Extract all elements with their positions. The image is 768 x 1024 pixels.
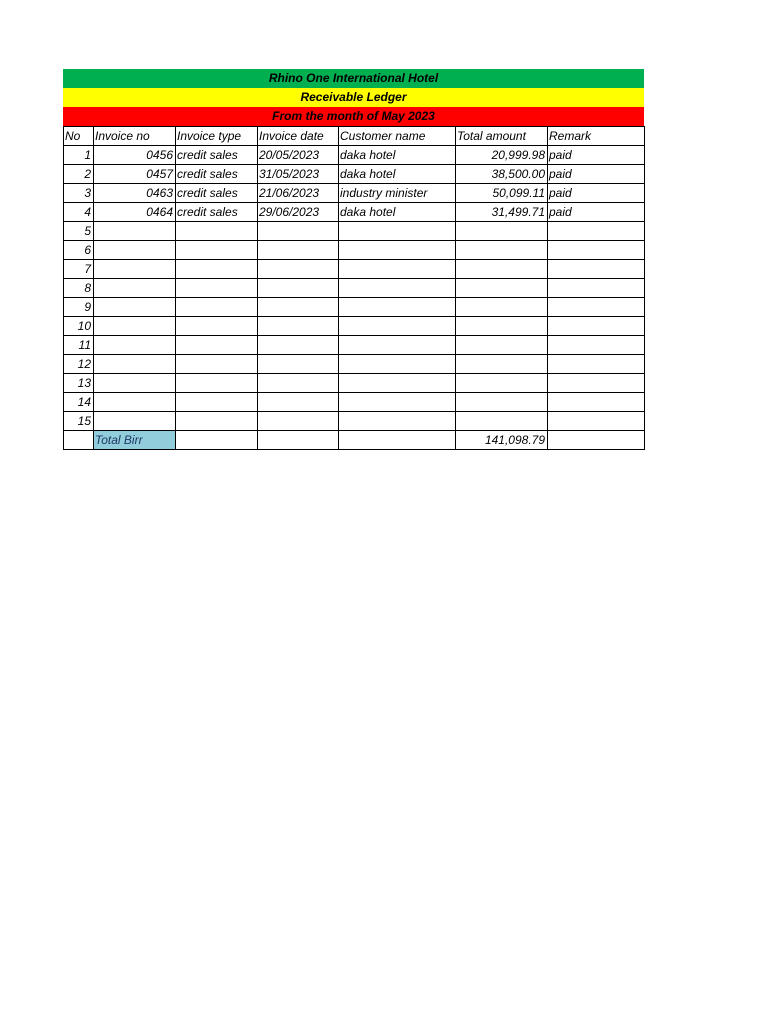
- period-band: From the month of May 2023: [63, 107, 644, 126]
- invoice-date-cell: 29/06/2023: [258, 203, 339, 222]
- remark-cell: [548, 317, 645, 336]
- total-no-cell: [64, 431, 94, 450]
- ledger-body: [64, 146, 645, 431]
- remark-cell: [548, 355, 645, 374]
- remark-cell: [548, 393, 645, 412]
- total-empty-cell: [258, 431, 339, 450]
- remark-cell: [548, 279, 645, 298]
- customer-name-cell: daka hotel: [339, 146, 456, 165]
- total-empty-cell: [548, 431, 645, 450]
- customer-name-cell: daka hotel: [339, 203, 456, 222]
- row-no: 4: [64, 203, 94, 222]
- invoice-no-cell: [94, 374, 176, 393]
- total-amount-cell: 38,500.00: [456, 165, 548, 184]
- invoice-date-cell: [258, 393, 339, 412]
- customer-name-cell: [339, 412, 456, 431]
- invoice-no-cell: [94, 241, 176, 260]
- invoice-date-cell: 21/06/2023: [258, 184, 339, 203]
- remark-cell: paid: [548, 203, 645, 222]
- customer-name-cell: [339, 222, 456, 241]
- header-no: No: [64, 127, 94, 146]
- invoice-type-cell: [176, 298, 258, 317]
- remark-cell: [548, 260, 645, 279]
- invoice-date-cell: [258, 298, 339, 317]
- table-row: [64, 374, 645, 393]
- invoice-type-cell: [176, 393, 258, 412]
- ledger-title-band: Receivable Ledger: [63, 88, 644, 107]
- row-no: 8: [64, 279, 94, 298]
- invoice-no-cell: [94, 336, 176, 355]
- total-empty-cell: [339, 431, 456, 450]
- invoice-type-cell: [176, 336, 258, 355]
- total-row: [64, 431, 645, 450]
- customer-name-cell: [339, 241, 456, 260]
- total-amount-cell: 20,999.98: [456, 146, 548, 165]
- row-no: 7: [64, 260, 94, 279]
- invoice-type-cell: [176, 279, 258, 298]
- header-remark: Remark: [548, 127, 645, 146]
- header-total-amount: Total amount: [456, 127, 548, 146]
- invoice-date-cell: [258, 241, 339, 260]
- remark-cell: paid: [548, 165, 645, 184]
- header-customer-name: Customer name: [339, 127, 456, 146]
- remark-cell: [548, 222, 645, 241]
- remark-cell: [548, 241, 645, 260]
- invoice-type-cell: [176, 355, 258, 374]
- invoice-type-cell: [176, 241, 258, 260]
- table-row: [64, 412, 645, 431]
- invoice-no-cell: [94, 317, 176, 336]
- total-amount-cell: [456, 374, 548, 393]
- customer-name-cell: daka hotel: [339, 165, 456, 184]
- table-row: [64, 336, 645, 355]
- row-no: 11: [64, 336, 94, 355]
- total-empty-cell: [176, 431, 258, 450]
- row-no: 3: [64, 184, 94, 203]
- invoice-date-cell: [258, 412, 339, 431]
- invoice-type-cell: [176, 374, 258, 393]
- row-no: 1: [64, 146, 94, 165]
- invoice-no-cell: [94, 355, 176, 374]
- table-row: [64, 241, 645, 260]
- row-no: 14: [64, 393, 94, 412]
- invoice-no-cell: [94, 412, 176, 431]
- invoice-date-cell: [258, 317, 339, 336]
- table-row: [64, 393, 645, 412]
- invoice-date-cell: [258, 355, 339, 374]
- invoice-type-cell: credit sales: [176, 203, 258, 222]
- table-row: [64, 146, 645, 165]
- row-no: 2: [64, 165, 94, 184]
- total-amount-cell: [456, 336, 548, 355]
- invoice-no-cell: 0457: [94, 165, 176, 184]
- table-row: [64, 222, 645, 241]
- ledger-table: [63, 126, 645, 450]
- customer-name-cell: industry minister: [339, 184, 456, 203]
- table-row: [64, 298, 645, 317]
- header-row: [64, 127, 645, 146]
- total-amount-cell: [456, 298, 548, 317]
- invoice-date-cell: [258, 260, 339, 279]
- row-no: 15: [64, 412, 94, 431]
- customer-name-cell: [339, 260, 456, 279]
- total-amount-cell: 31,499.71: [456, 203, 548, 222]
- table-row: [64, 279, 645, 298]
- total-amount: 141,098.79: [456, 431, 548, 450]
- invoice-no-cell: [94, 222, 176, 241]
- row-no: 5: [64, 222, 94, 241]
- row-no: 9: [64, 298, 94, 317]
- invoice-no-cell: 0463: [94, 184, 176, 203]
- invoice-date-cell: [258, 222, 339, 241]
- total-amount-cell: [456, 279, 548, 298]
- table-row: [64, 260, 645, 279]
- invoice-no-cell: [94, 298, 176, 317]
- customer-name-cell: [339, 279, 456, 298]
- invoice-type-cell: credit sales: [176, 184, 258, 203]
- remark-cell: [548, 374, 645, 393]
- customer-name-cell: [339, 298, 456, 317]
- table-row: [64, 184, 645, 203]
- remark-cell: [548, 412, 645, 431]
- invoice-date-cell: [258, 336, 339, 355]
- remark-cell: [548, 336, 645, 355]
- total-label: Total Birr: [94, 431, 176, 450]
- invoice-no-cell: 0464: [94, 203, 176, 222]
- invoice-date-cell: [258, 279, 339, 298]
- total-amount-cell: [456, 393, 548, 412]
- table-row: [64, 203, 645, 222]
- invoice-no-cell: 0456: [94, 146, 176, 165]
- row-no: 10: [64, 317, 94, 336]
- customer-name-cell: [339, 355, 456, 374]
- customer-name-cell: [339, 374, 456, 393]
- row-no: 6: [64, 241, 94, 260]
- invoice-date-cell: 20/05/2023: [258, 146, 339, 165]
- customer-name-cell: [339, 393, 456, 412]
- remark-cell: paid: [548, 146, 645, 165]
- total-amount-cell: 50,099.11: [456, 184, 548, 203]
- total-amount-cell: [456, 260, 548, 279]
- invoice-type-cell: [176, 412, 258, 431]
- invoice-no-cell: [94, 260, 176, 279]
- total-amount-cell: [456, 317, 548, 336]
- row-no: 12: [64, 355, 94, 374]
- customer-name-cell: [339, 317, 456, 336]
- total-amount-cell: [456, 355, 548, 374]
- header-invoice-no: Invoice no: [94, 127, 176, 146]
- customer-name-cell: [339, 336, 456, 355]
- invoice-date-cell: 31/05/2023: [258, 165, 339, 184]
- ledger-sheet: [63, 69, 644, 450]
- invoice-no-cell: [94, 279, 176, 298]
- invoice-type-cell: credit sales: [176, 146, 258, 165]
- row-no: 13: [64, 374, 94, 393]
- invoice-no-cell: [94, 393, 176, 412]
- table-row: [64, 355, 645, 374]
- total-amount-cell: [456, 241, 548, 260]
- invoice-date-cell: [258, 374, 339, 393]
- remark-cell: [548, 298, 645, 317]
- header-invoice-date: Invoice date: [258, 127, 339, 146]
- table-row: [64, 165, 645, 184]
- total-amount-cell: [456, 222, 548, 241]
- remark-cell: paid: [548, 184, 645, 203]
- total-amount-cell: [456, 412, 548, 431]
- invoice-type-cell: [176, 260, 258, 279]
- invoice-type-cell: [176, 317, 258, 336]
- table-row: [64, 317, 645, 336]
- invoice-type-cell: [176, 222, 258, 241]
- invoice-type-cell: credit sales: [176, 165, 258, 184]
- header-invoice-type: Invoice type: [176, 127, 258, 146]
- hotel-title-band: Rhino One International Hotel: [63, 69, 644, 88]
